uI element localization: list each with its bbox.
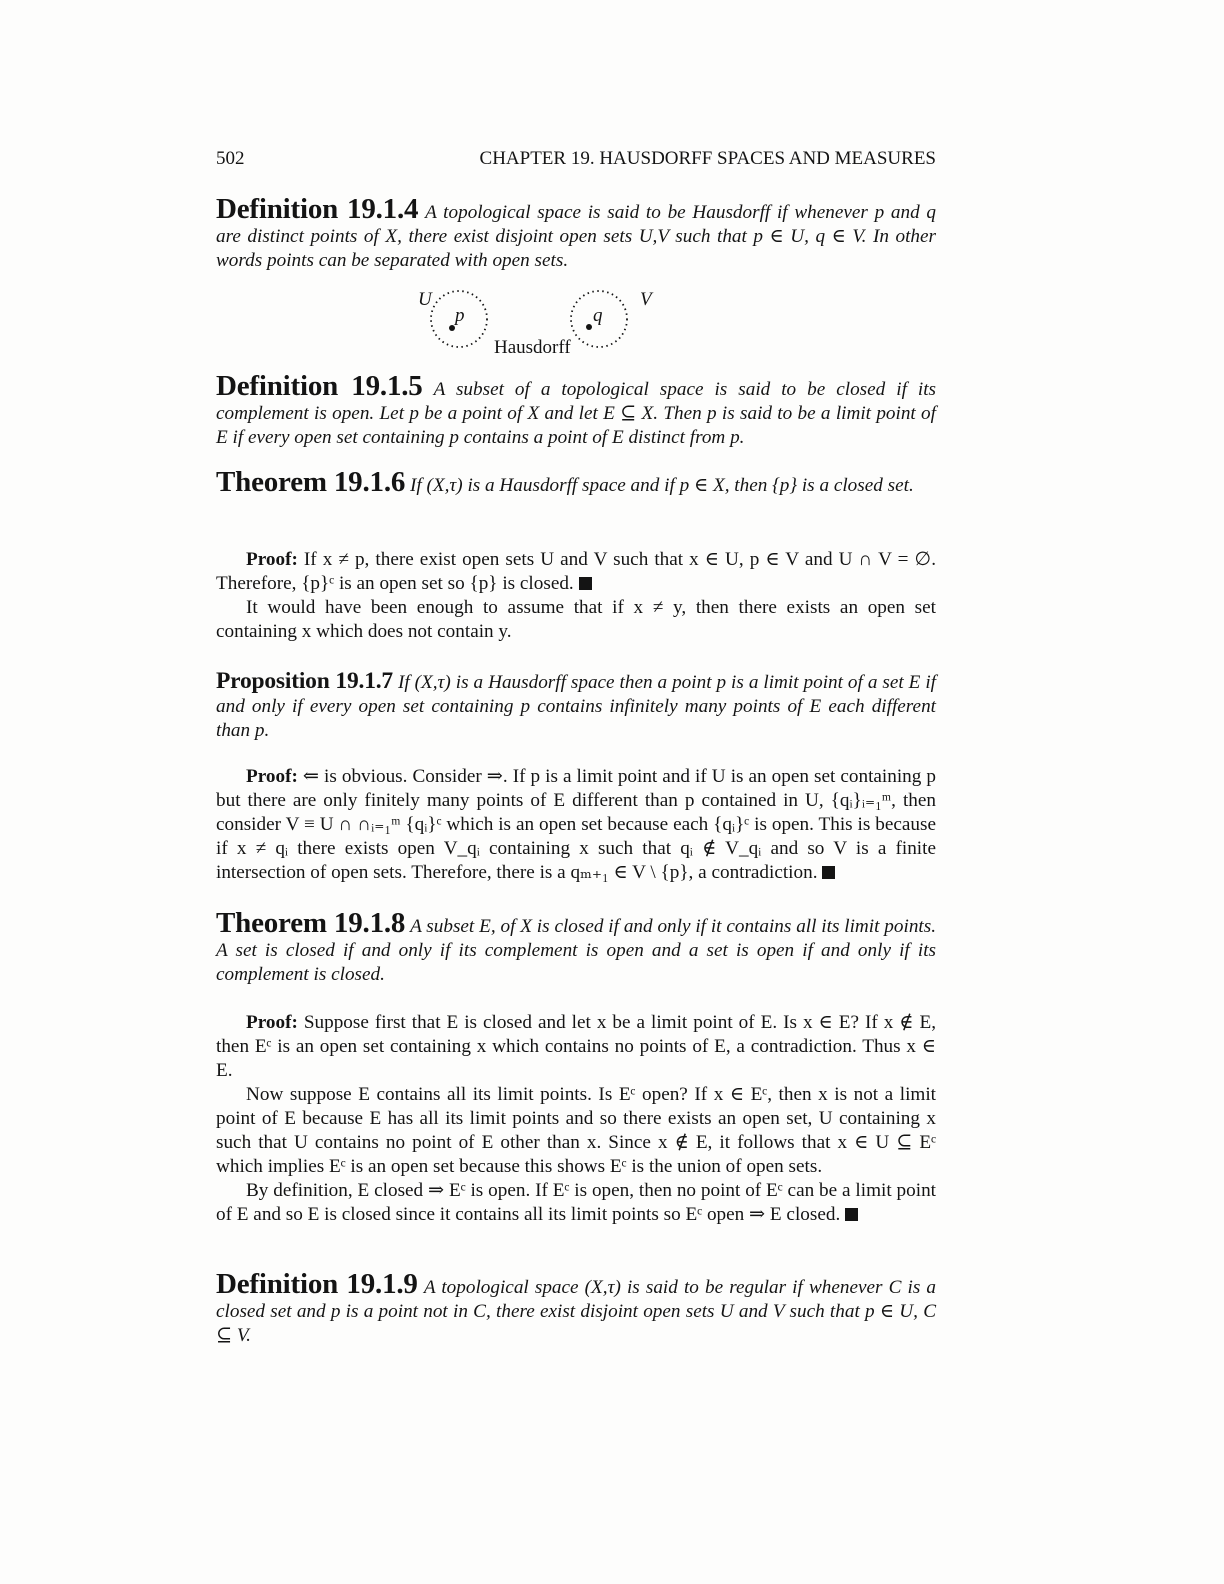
page-number: 502 xyxy=(216,148,245,169)
definition-label: Definition 19.1.4 xyxy=(216,193,419,225)
proof-paragraph-3: By definition, E closed ⇒ Eᶜ is open. If Eᶜ is open, then no point of Eᶜ can be a limit point of E and so E is closed since it contains all its limit points so Eᶜ open ⇒ E closed. xyxy=(216,1180,936,1225)
point-p-label: p xyxy=(455,305,465,326)
figure-caption: Hausdorff xyxy=(494,337,571,358)
qed-symbol xyxy=(822,866,835,879)
proof-label: Proof: xyxy=(246,1012,298,1033)
hausdorff-figure xyxy=(410,285,670,365)
point-q-dot xyxy=(586,324,592,330)
theorem-text: A subset E, of X is closed if and only if it contains all its limit points. A set is closed if and only if its complement is open and a set is open if and only if its complement is closed. xyxy=(216,916,937,985)
proof-text: ⇐ is obvious. Consider ⇒. If p is a limit point and if U is an open set containing p but there are only finitely many points of E different than p contained in U, {qᵢ}ᵢ₌₁ᵐ, then consider V ≡ U ∩ ∩ᵢ₌₁ᵐ {qᵢ}ᶜ which is an open set because each {qᵢ}ᶜ is open. This is because if x ≠ qᵢ there exists open V_qᵢ containing x such that qᵢ ∉ V_qᵢ and so V is a finite intersection of open sets. Therefore, there is a qₘ₊₁ ∈ V \ {p}, a contradiction. xyxy=(216,766,936,883)
qed-symbol xyxy=(845,1208,858,1221)
definition-label: Definition 19.1.9 xyxy=(216,1268,418,1300)
proof-19-1-8 xyxy=(216,1011,936,1227)
proposition-19-1-7 xyxy=(216,669,936,743)
definition-label: Definition 19.1.5 xyxy=(216,370,423,402)
proof-remark: It would have been enough to assume that if x ≠ y, then there exists an open set containing x which does not contain y. xyxy=(216,597,936,642)
set-u-label: U xyxy=(418,289,432,310)
running-header xyxy=(216,148,936,170)
proposition-label: Proposition 19.1.7 xyxy=(216,668,393,694)
qed-symbol xyxy=(579,577,592,590)
running-title: CHAPTER 19. HAUSDORFF SPACES AND MEASURES xyxy=(479,148,936,169)
proof-text: If x ≠ p, there exist open sets U and V such that x ∈ U, p ∈ V and U ∩ V = ∅. Therefore, {p}ᶜ is an open set so {p} is closed. xyxy=(216,549,937,594)
proof-paragraph-2: Now suppose E contains all its limit points. Is Eᶜ open? If x ∈ Eᶜ, then x is not a limit point of E because E has all its limit points and so there exists an open set, U containing x such that U contains no point of E other than x. Since x ∉ E, it follows that x ∈ U ⊆ Eᶜ which implies Eᶜ is an open set because this shows Eᶜ is the union of open sets. xyxy=(216,1084,936,1177)
theorem-label: Theorem 19.1.8 xyxy=(216,907,406,939)
proof-paragraph-1: Suppose first that E is closed and let x be a limit point of E. Is x ∈ E? If x ∉ E, then Eᶜ is an open set containing x which contains no points of E, a contradiction. Thus x ∈ E. xyxy=(216,1012,936,1081)
definition-19-1-4 xyxy=(216,193,937,273)
proposition-text: If (X,τ) is a Hausdorff space then a point p is a limit point of a set E if and only if every open set containing p contains infinitely many points of E each different than p. xyxy=(216,672,937,741)
proof-label: Proof: xyxy=(246,549,298,570)
definition-19-1-9 xyxy=(216,1268,936,1348)
theorem-19-1-6 xyxy=(216,466,936,498)
theorem-label: Theorem 19.1.6 xyxy=(216,466,406,498)
definition-19-1-5 xyxy=(216,370,937,450)
point-q-label: q xyxy=(593,305,603,326)
set-v-label: V xyxy=(640,289,652,310)
definition-text: A subset of a topological space is said to be closed if its complement is open. Let p be a point of X and let E ⊆ X. Then p is said to be a limit point of E if every open set containing p contains a point of E distinct from p. xyxy=(216,379,937,448)
definition-text: A topological space (X,τ) is said to be regular if whenever C is a closed set and p is a point not in C, there exist disjoint open sets U and V such that p ∈ U, C ⊆ V. xyxy=(216,1277,936,1346)
theorem-19-1-8 xyxy=(216,907,937,987)
proof-label: Proof: xyxy=(246,766,298,787)
proof-19-1-6 xyxy=(216,548,936,644)
theorem-text: If (X,τ) is a Hausdorff space and if p ∈ X, then {p} is a closed set. xyxy=(409,475,914,496)
definition-text: A topological space is said to be Hausdorff if whenever p and q are distinct points of X, there exist disjoint open sets U,V such that p ∈ U, q ∈ V. In other words points can be separated with open sets. xyxy=(216,202,937,271)
proof-19-1-7 xyxy=(216,765,936,885)
